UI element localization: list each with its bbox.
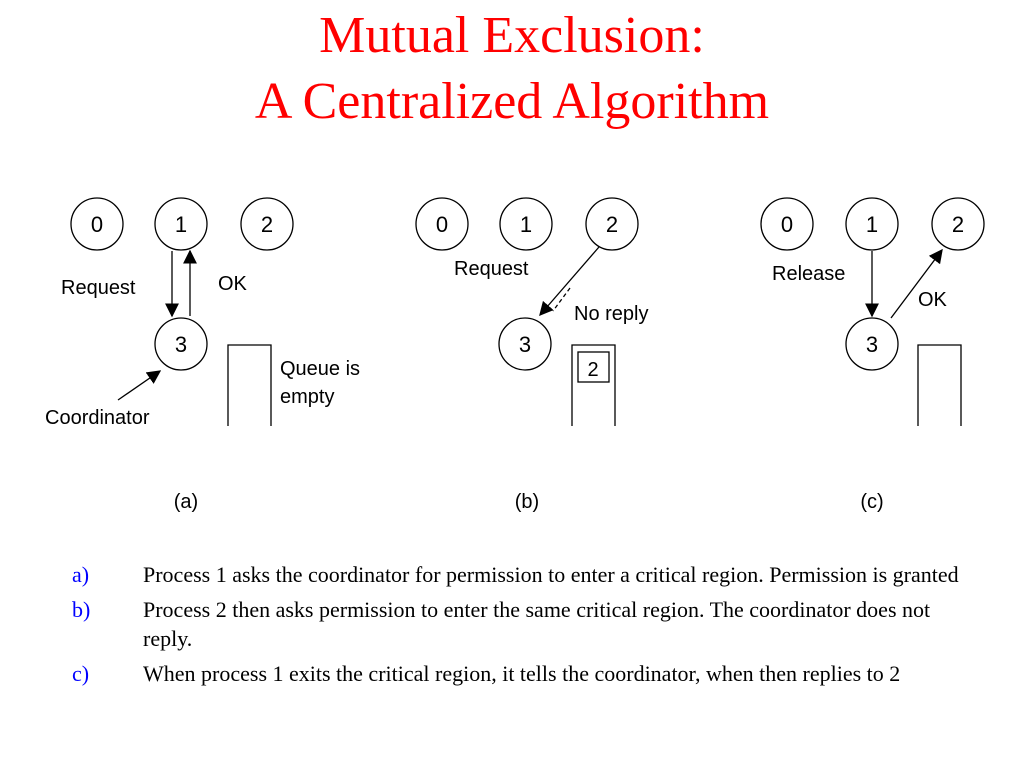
panel-b-node-1 [500,198,552,250]
panel-c-node-0 [761,198,813,250]
panel-c [761,198,984,513]
panel-b-no-reply-dashed-line [553,288,570,311]
slide-title-line-2: A Centralized Algorithm [254,73,770,130]
panel-a-node-2 [241,198,293,250]
panel-c-node-3-label: 3 [865,332,879,357]
list-item-text: When process 1 exits the critical region, it tells the coordinator, when then replies to 2 [143,661,901,686]
panel-b-caption: (b) [514,491,540,513]
list-item-marker: a) [72,562,90,587]
panel-b-node-2-label: 2 [605,212,619,237]
panel-a-queue [228,345,271,426]
panel-c-node-0-label: 0 [780,212,794,237]
panel-b-request-label: Request [454,258,529,280]
list-item [72,560,972,589]
list-item [72,659,972,688]
panel-b-node-1-label: 1 [519,212,533,237]
panel-a [45,198,360,513]
panel-c-release-label: Release [772,263,846,285]
panel-a-request-label: Request [61,277,136,299]
panel-a-node-1 [155,198,207,250]
list-item-text: Process 2 then asks permission to enter the same critical region. The coordinator does not reply. [143,597,931,651]
panel-a-node-3-label: 3 [174,332,188,357]
panel-a-coordinator-arrow [118,371,160,400]
panel-b-node-0 [416,198,468,250]
panel-a-queue-label-line-1: Queue is [280,358,361,380]
panel-a-node-2-label: 2 [260,212,274,237]
panel-a-coordinator-label: Coordinator [45,407,150,429]
panel-a-node-3-coordinator [155,318,207,370]
panel-c-node-2-label: 2 [951,212,965,237]
panel-a-node-0-label: 0 [90,212,104,237]
panel-b-node-3-label: 3 [518,332,532,357]
slide-title-line-1: Mutual Exclusion: [319,7,705,64]
panel-a-ok-label: OK [218,273,247,295]
panel-c-node-2 [932,198,984,250]
panel-c-queue [918,345,961,426]
explanation-list [72,560,972,694]
panel-b-queue-entry: 2 [587,359,599,381]
panel-a-caption: (a) [173,491,199,513]
panel-c-caption: (c) [860,491,884,513]
panel-b-no-reply-label: No reply [574,303,649,325]
list-item [72,595,972,653]
panel-c-node-1-label: 1 [865,212,879,237]
list-item-marker: b) [72,597,91,622]
list-item-text: Process 1 asks the coordinator for permission to enter a critical region. Permission is granted [143,562,959,587]
panel-c-node-3-coordinator [846,318,898,370]
panel-a-node-0 [71,198,123,250]
panel-b [416,198,648,513]
panel-a-queue-label-line-2: empty [280,386,335,408]
panel-b-node-2 [586,198,638,250]
panel-b-node-3-coordinator [499,318,551,370]
list-item-marker: c) [72,661,90,686]
panel-c-node-1 [846,198,898,250]
panel-c-ok-label: OK [918,289,947,311]
panel-a-node-1-label: 1 [174,212,188,237]
panel-b-node-0-label: 0 [435,212,449,237]
